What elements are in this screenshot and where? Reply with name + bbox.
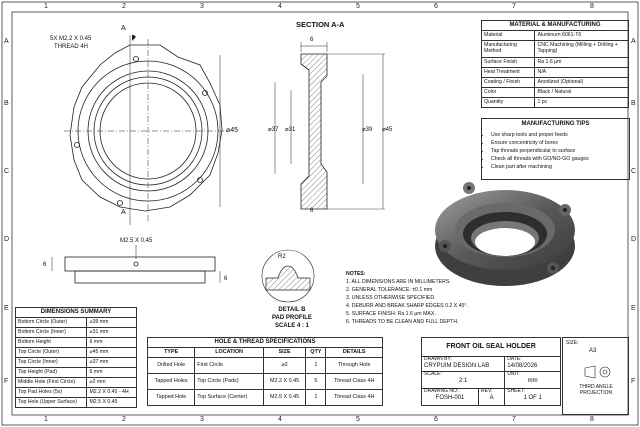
tip-5: • Clean part after machining xyxy=(491,163,629,171)
rev-label: REV: xyxy=(481,388,493,394)
material-table xyxy=(481,20,629,108)
tips-title: MANUFACTURING TIPS xyxy=(521,121,590,127)
zone-row-f: F xyxy=(4,378,9,385)
units-value: mm xyxy=(527,377,538,384)
tip-1: • Use sharp tools and proper feeds xyxy=(491,131,629,139)
table-row xyxy=(482,98,629,108)
dimensions-summary-title: DIMENSIONS SUMMARY xyxy=(16,308,137,318)
zone-col-7: 7 xyxy=(512,3,516,10)
date-label: DATE: xyxy=(507,356,522,362)
dim-value: M2.5 X 0.45 xyxy=(87,398,137,408)
zone-col-4-bottom: 4 xyxy=(278,416,282,423)
quantity-label: Quantity xyxy=(482,98,535,108)
front-thread-note-line1: 5X M2.2 X 0.45 xyxy=(50,36,92,42)
tip-2: • Ensure concentricity of bores xyxy=(491,139,629,147)
dim-label: Top Hole (Upper Surface) xyxy=(16,398,87,408)
hole-thread-table xyxy=(147,337,383,406)
dim-value: ⌀37 mm xyxy=(87,358,137,368)
sheet-label: SHEET: xyxy=(507,388,525,394)
hole-cell: Thread Class 4H xyxy=(326,390,383,406)
hole-cell: Thread Class 4H xyxy=(326,374,383,390)
zone-col-5-bottom: 5 xyxy=(356,416,360,423)
detail-b-radius: R2 xyxy=(278,254,286,260)
table-row xyxy=(16,388,137,398)
dimensions-summary-table xyxy=(15,307,137,408)
title-block xyxy=(421,337,561,406)
table-row xyxy=(482,78,629,88)
hole-cell: Tapped Hole xyxy=(148,390,195,406)
drawn-by-label: DRAWN BY: xyxy=(424,356,452,362)
material-label: Material xyxy=(482,31,535,41)
zone-row-c-right: C xyxy=(631,168,637,175)
dim-value: ⌀31 mm xyxy=(87,328,137,338)
zone-col-8: 8 xyxy=(590,3,594,10)
section-dim-inner-right: ⌀31 xyxy=(285,127,296,133)
isometric-view xyxy=(425,172,585,297)
detail-b-title-line3: SCALE 4 : 1 xyxy=(274,323,309,330)
dim-label: Middle Hole (First Circle) xyxy=(16,378,87,388)
section-dim-inner-left: ⌀37 xyxy=(268,127,279,133)
table-row xyxy=(482,68,629,78)
zone-col-2: 2 xyxy=(122,3,126,10)
sheet-value: 1 OF 1 xyxy=(523,394,542,401)
zone-row-e: E xyxy=(4,305,9,312)
table-row xyxy=(16,348,137,358)
note-6: 6. THREADS TO BE CLEAN AND FULL DEPTH. xyxy=(346,319,459,326)
tip-3: • Tap threads perpendicular to surface xyxy=(491,147,629,155)
front-view xyxy=(60,35,230,235)
table-row xyxy=(16,358,137,368)
table-row xyxy=(482,88,629,98)
dim-value: ⌀45 mm xyxy=(87,348,137,358)
zone-row-b-right: B xyxy=(631,100,636,107)
hole-cell: M2.2 X 0.45 xyxy=(263,374,305,390)
zone-col-5: 5 xyxy=(356,3,360,10)
zone-row-d: D xyxy=(4,236,10,243)
tips-box xyxy=(481,118,630,180)
zone-row-b: B xyxy=(4,100,9,107)
zone-col-2-bottom: 2 xyxy=(122,416,126,423)
scale-value: 2:1 xyxy=(458,377,468,384)
note-2: 2. GENERAL TOLERANCE: ±0.1 mm xyxy=(346,287,433,294)
zone-col-8-bottom: 8 xyxy=(590,416,594,423)
note-5: 5. SURFACE FINISH: Ra 1.6 µm MAX. xyxy=(346,311,436,318)
table-row xyxy=(482,58,629,68)
detail-b-title xyxy=(272,306,312,330)
front-section-marker-bottom: A xyxy=(121,209,126,216)
dim-label: Top Circle (Outer) xyxy=(16,348,87,358)
zone-col-6-bottom: 6 xyxy=(434,416,438,423)
dim-value: M2.2 X 0.45 - 4H xyxy=(87,388,137,398)
front-section-marker-top: A xyxy=(121,25,126,32)
coating-label: Coating / Finish xyxy=(482,78,535,88)
hole-cell: First Circle xyxy=(195,358,264,374)
drawing-no-value: FOSH-001 xyxy=(435,394,465,401)
zone-col-7-bottom: 7 xyxy=(512,416,516,423)
zone-row-a-right: A xyxy=(631,38,636,45)
heat-label: Heat Treatment xyxy=(482,68,535,78)
hole-col-details: DETAILS xyxy=(326,348,383,358)
zone-row-f-right: F xyxy=(631,378,636,385)
dim-label: Bottom Height xyxy=(16,338,87,348)
dim-value: 6 mm xyxy=(87,338,137,348)
dim-label: Top Pad Holes (5x) xyxy=(16,388,87,398)
side-view xyxy=(40,245,230,290)
dim-label: Bottom Circle (Outer) xyxy=(16,318,87,328)
note-4: 4. DEBURR AND BREAK SHARP EDGES 0.2 X 45°. xyxy=(346,303,468,310)
finish-label: Surface Finish xyxy=(482,58,535,68)
section-dim-outer: ⌀39 xyxy=(362,127,373,133)
dim-label: Bottom Circle (Inner) xyxy=(16,328,87,338)
table-row xyxy=(16,338,137,348)
drawing-no-label: DRAWING NO.: xyxy=(424,388,460,394)
zone-col-3: 3 xyxy=(200,3,204,10)
size-value: A3 xyxy=(589,348,597,354)
color-value: Black / Natural xyxy=(535,88,629,98)
detail-b-title-line1: DETAIL B xyxy=(278,307,306,313)
projection-label: THIRD ANGLE PROJECTION xyxy=(579,384,613,396)
hole-cell: 1 xyxy=(306,390,326,406)
color-label: Color xyxy=(482,88,535,98)
front-thread-note xyxy=(50,36,91,51)
table-row xyxy=(16,318,137,328)
dim-value: ⌀2 mm xyxy=(87,378,137,388)
method-label: Manufacturing Method xyxy=(482,41,535,58)
zone-col-3-bottom: 3 xyxy=(200,416,204,423)
side-thread-label: M2.5 X 0.45 xyxy=(120,238,153,244)
hole-cell: 1 xyxy=(306,358,326,374)
dim-value: 6 mm xyxy=(87,368,137,378)
hole-col-type: TYPE xyxy=(148,348,195,358)
zone-col-1-bottom: 1 xyxy=(44,416,48,423)
hole-cell: ⌀2 xyxy=(263,358,305,374)
zone-col-4: 4 xyxy=(278,3,282,10)
method-value: CNC Machining (Milling + Drilling + Tapping) xyxy=(535,41,629,58)
finish-value: Ra 1.6 µm xyxy=(535,58,629,68)
table-row xyxy=(16,378,137,388)
table-row xyxy=(482,31,629,41)
zone-col-6: 6 xyxy=(434,3,438,10)
front-dim-outer: ⌀45 xyxy=(226,127,239,134)
section-dim-top-width: 6 xyxy=(310,37,314,43)
projection-box xyxy=(562,337,629,415)
projection-symbol-icon xyxy=(583,364,613,380)
dim-label: Top Height (Pad) xyxy=(16,368,87,378)
table-row xyxy=(16,398,137,408)
material-value: Aluminum 6061-T6 xyxy=(535,31,629,41)
table-row xyxy=(16,328,137,338)
note-3: 3. UNLESS OTHERWISE SPECIFIED. xyxy=(346,295,436,302)
hole-col-location: LOCATION xyxy=(195,348,264,358)
size-label: SIZE: xyxy=(566,340,579,346)
table-row xyxy=(148,358,383,374)
table-row xyxy=(148,374,383,390)
zone-col-1: 1 xyxy=(44,3,48,10)
notes-title: NOTES: xyxy=(346,271,366,277)
hole-cell: M2.5 X 0.45 xyxy=(263,390,305,406)
tip-4: • Check all threads with GO/NO-GO gauges xyxy=(491,155,629,163)
hole-cell: Top Circle (Pads) xyxy=(195,374,264,390)
dim-label: Top Circle (Inner) xyxy=(16,358,87,368)
hole-cell: Drilled Hole xyxy=(148,358,195,374)
section-dim-side-width: 6 xyxy=(310,208,314,214)
table-row xyxy=(16,368,137,378)
rev-value: A xyxy=(489,394,494,401)
date-value: 14/08/2026 xyxy=(507,362,538,369)
zone-row-d-right: D xyxy=(631,236,637,243)
section-title: SECTION A-A xyxy=(296,20,345,29)
table-row xyxy=(148,390,383,406)
units-label: UNIT: xyxy=(507,371,520,377)
hole-col-qty: QTY xyxy=(306,348,326,358)
dim-value: ⌀39 mm xyxy=(87,318,137,328)
hole-cell: Top Surface (Center) xyxy=(195,390,264,406)
front-thread-note-line2: THREAD 4H xyxy=(54,43,89,50)
side-dim-height-left: 6 xyxy=(43,262,47,268)
zone-row-a: A xyxy=(4,38,9,45)
heat-value: N/A xyxy=(535,68,629,78)
detail-b-title-line2: PAD PROFILE xyxy=(272,315,312,322)
detail-b-view xyxy=(258,248,318,308)
part-name: FRONT OIL SEAL HOLDER xyxy=(422,338,561,357)
table-row xyxy=(482,41,629,58)
hole-cell: Through Hole xyxy=(326,358,383,374)
zone-row-e-right: E xyxy=(631,305,636,312)
hole-table-title: HOLE & THREAD SPECIFICATIONS xyxy=(148,338,383,348)
material-table-title: MATERIAL & MANUFACTURING xyxy=(482,21,629,31)
hole-cell: Tapped Holes xyxy=(148,374,195,390)
side-dim-height-right: 6 xyxy=(224,276,228,282)
zone-row-c: C xyxy=(4,168,10,175)
drawn-by-value: CRYPUIM DESIGN LAB xyxy=(424,362,490,369)
hole-cell: 5 xyxy=(306,374,326,390)
quantity-value: 1 pc xyxy=(535,98,629,108)
section-dim-large: ⌀45 xyxy=(382,127,393,133)
coating-value: Anodized (Optional) xyxy=(535,78,629,88)
scale-label: SCALE: xyxy=(424,371,442,377)
hole-col-size: SIZE xyxy=(263,348,305,358)
note-1: 1. ALL DIMENSIONS ARE IN MILLIMETERS. xyxy=(346,279,451,286)
